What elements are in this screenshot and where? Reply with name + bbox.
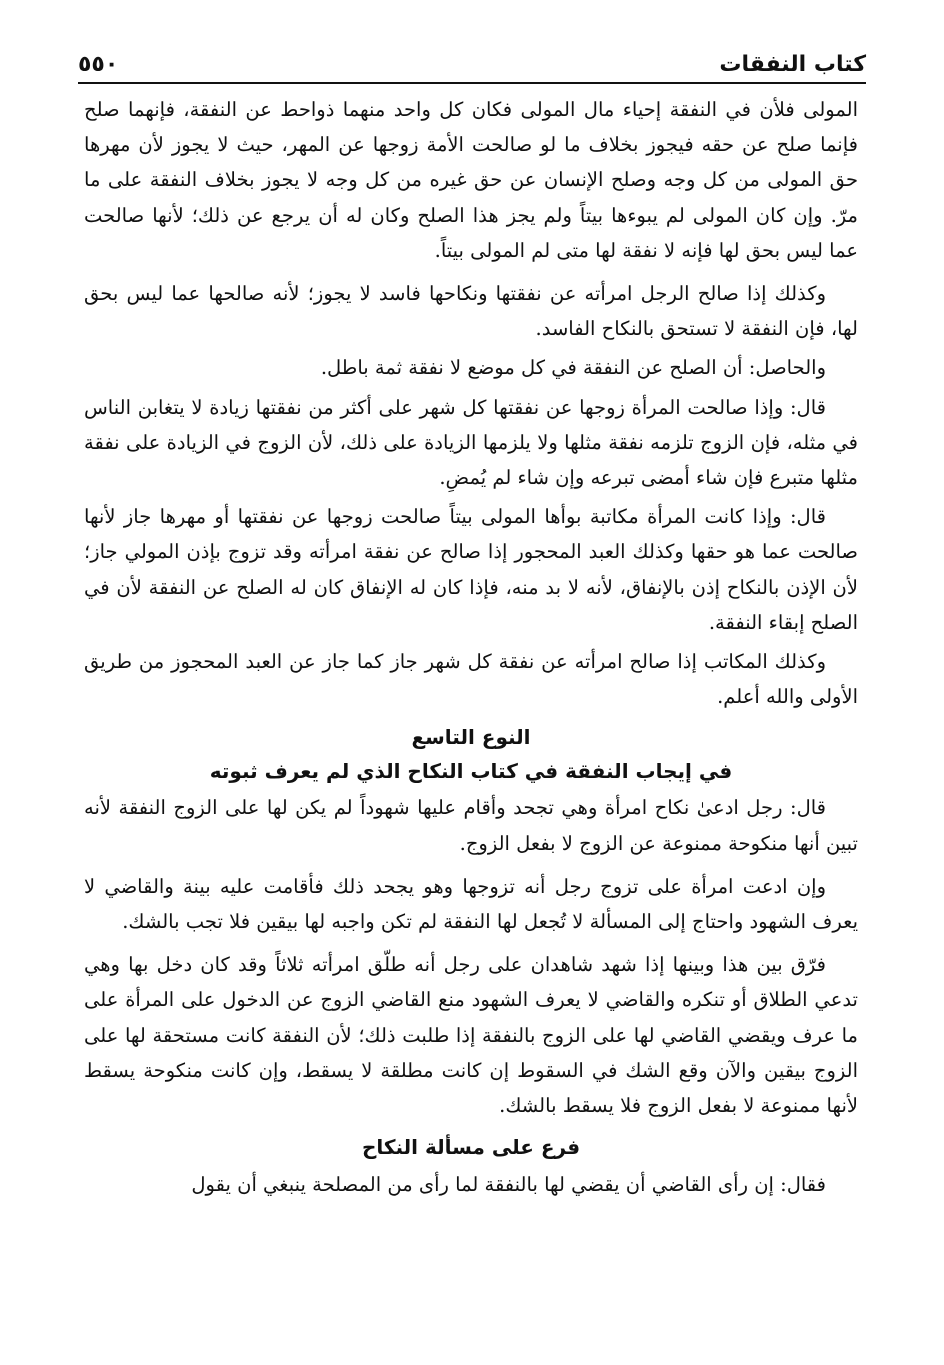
paragraph-10: فقال: إن رأى القاضي أن يقضي لها بالنفقة لما رأى من المصلحة ينبغي أن يقول: [191, 1173, 826, 1197]
paragraph-8: وإن ادعت امرأة على تزوج رجل أنه تزوجها وهو يجحد ذلك فأقامت عليه بينة والقاضي لا يعرف الشهود واحتاج إلى المسألة لا تُجعل لها النفقة لم تكن واجبه لها بيقين فلا تجب بالشك.: [84, 874, 858, 934]
branch-heading: فرع على مسألة النكاح: [361, 1135, 581, 1160]
page-number: ٥٥٠: [78, 51, 119, 77]
paragraph-5: قال: وإذا كانت المرأة مكاتبة بوأها المولى بيتاً صالحت زوجها عن نفقتها أو مهرها جاز لأنها صالحت عما هو حقها وكذلك العبد المحجور إذا صالح عن نفقة امرأته وقد تزوج بإذن المولي جاز؛ لأن الإذن بالنكاح إذن بالإنفاق، لأنه لا بد منه، فإذا كان له الإنفاق كان له الصلح عن النفقة لأن في الصلح إبقاء النفقة.: [84, 505, 858, 634]
paragraph-9: فرّق بين هذا وبينها إذا شهد شاهدان على رجل أنه طلّق امرأته ثلاثاً وقد كان دخل بها وهي تدعي الطلاق أو تنكره والقاضي لا يعرف الشهود منع القاضي الزوج عن الدخول على المرأة على ما عرف ويقضي القاضي لها على الزوج بالنفقة إذا طلبت ذلك؛ لأن النفقة كانت مستحقة لها على الزوج بيقين والآن وقع الشك في السقوط إن كانت مطلقة لا يسقط، وإن كانت منكوحة يسقط لأنها ممنوعة لا بفعل الزوج فلا يسقط بالشك.: [84, 953, 858, 1118]
paragraph-3: والحاصل: أن الصلح عن النفقة في كل موضع لا نفقة ثمة باطل.: [320, 356, 826, 380]
running-title: كتاب النفقات: [719, 51, 866, 77]
paragraph-1: المولى فلأن في النفقة إحياء مال المولى فكان كل واحد منهما ذواحط عن النفقة، فإنهما صلح فإنما صلح عن حقه فيجوز بخلاف ما لو صالحت الأمة زوجها عن المهر، حيث لا يجوز لأن مهرها حق المولى من كل وجه وصلح الإنسان عن حق غيره من كل وجه لا يجوز بخلاف النفقة على ما مرّ. وإن كان المولى لم يبوءها بيتاً ولم يجز هذا الصلح وكان له أن يرجع عن ذلك؛ لأنها صالحت عما ليس بحق لها فإنه لا نفقة لها متى لم المولى بيتاً.: [84, 98, 858, 262]
paragraph-4: قال: وإذا صالحت المرأة زوجها عن نفقتها كل شهر على أكثر من نفقتها زيادة لا يتغابن الناس في مثله، فإن الزوج تلزمه نفقة مثلها ولا يلزمها الزيادة على ذلك، لأن الزوج في الزيادة على نفقة مثلها متبرع فإن شاء أمضى تبرعه وإن شاء لم يُمضِ.: [84, 395, 858, 490]
section-type-heading: النوع التاسع: [411, 725, 531, 750]
section-title-heading: في إيجاب النفقة في كتاب النكاح الذي لم يعرف ثبوته: [209, 759, 733, 784]
paragraph-7: قال: رجل ادعىٰ نكاح امرأة وهي تجحد وأقام عليها شهوداً لم يكن لها على الزوج النفقة لأنه تبين أنها منكوحة ممنوعة عن الزوج لا بفعل الزوج.: [84, 796, 858, 855]
paragraph-6: وكذلك المكاتب إذا صالح امرأته عن نفقة كل شهر جاز كما جاز عن العبد المحجوز من طريق الأولى والله أعلم.: [84, 650, 858, 709]
paragraph-2: وكذلك إذا صالح الرجل امرأته عن نفقتها ونكاحها فاسد لا يجوز؛ لأنه صالحها عما ليس بحق لها، فإن النفقة لا تستحق بالنكاح الفاسد.: [84, 282, 858, 341]
page-header: [78, 32, 866, 84]
page-body: [84, 92, 858, 1335]
